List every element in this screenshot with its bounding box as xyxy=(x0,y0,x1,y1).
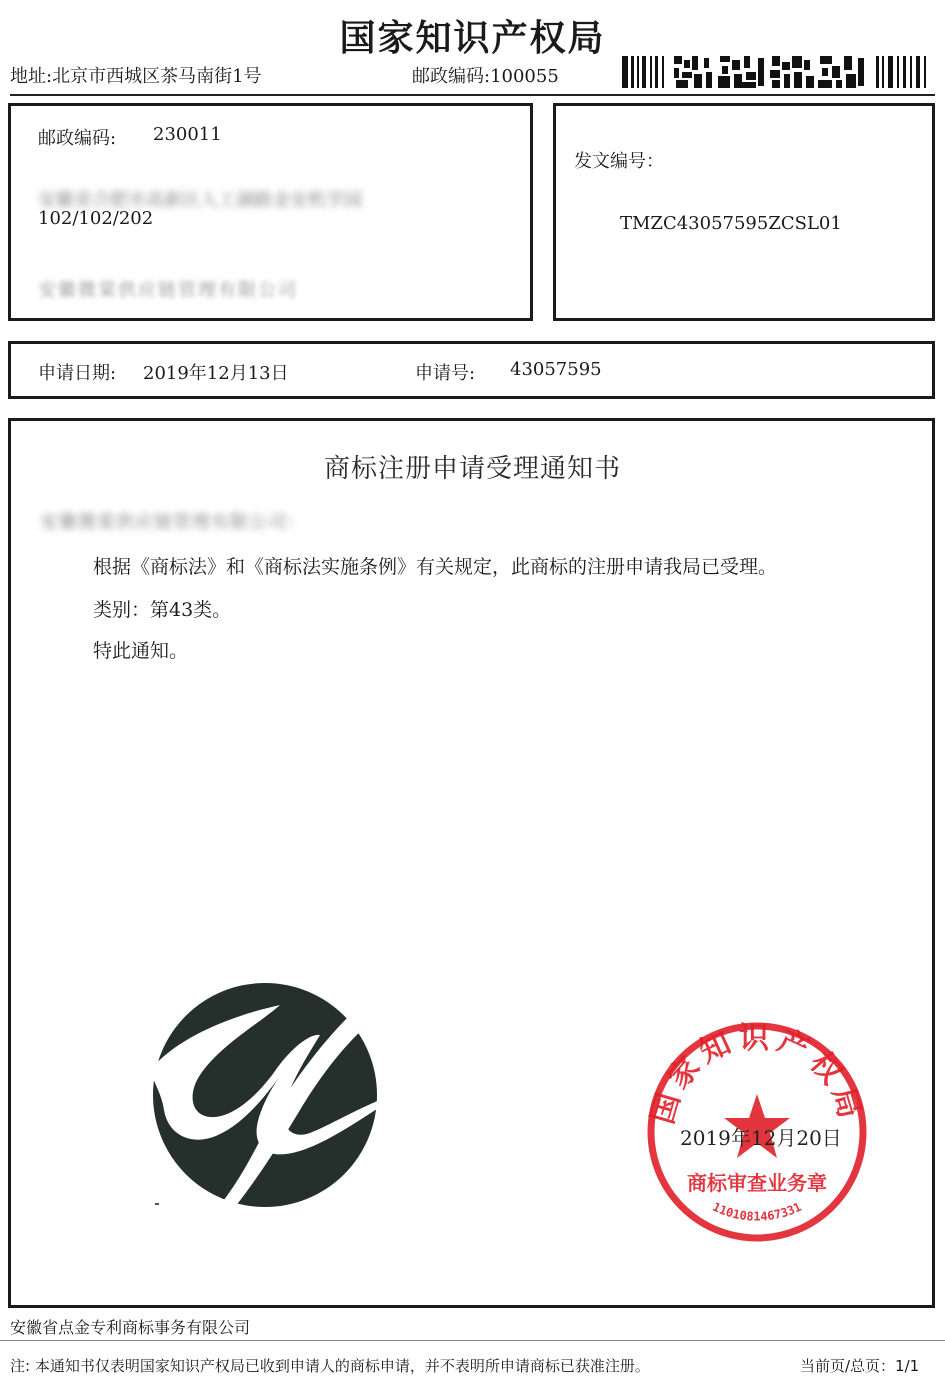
notice-addressee: 安徽微棠供应链管理有限公司： xyxy=(40,512,306,533)
header-divider xyxy=(10,94,935,96)
page-title: 国家知识产权局 xyxy=(339,18,606,59)
notice-title: 商标注册申请受理通知书 xyxy=(323,454,621,484)
document-number-label: 发文编号： xyxy=(574,151,664,172)
document-number: TMZC43057595ZCSL01 xyxy=(620,213,842,234)
page-indicator: 当前页/总页：1/1 xyxy=(800,1357,920,1375)
recipient-postal-label: 邮政编码: xyxy=(38,128,117,149)
svg-text:国家知识产权局: 国家知识产权局 xyxy=(645,1020,869,1128)
footer-note: 注: 本通知书仅表明国家知识产权局已收到申请人的商标申请，并不表明所申请商标已获准注册。 xyxy=(10,1357,650,1375)
office-address: 地址:北京市西城区茶马南街1号 xyxy=(10,66,262,87)
notice-class: 类别：第43类。 xyxy=(93,599,232,621)
document-number-box xyxy=(553,103,935,321)
application-date-label: 申请日期: xyxy=(38,363,117,384)
recipient-address-line2: 102/102/202 xyxy=(38,208,154,229)
recipient-address-line1: 安徽省合肥市高新区人工湖路金安机学园 xyxy=(38,190,362,211)
agency-name: 安徽省点金专利商标事务有限公司 xyxy=(10,1318,251,1337)
application-number: 43057595 xyxy=(510,359,602,380)
notice-paragraph: 根据《商标法》和《商标法实施条例》有关规定，此商标的注册申请我局已受理。 xyxy=(93,556,778,578)
notice-closing: 特此通知。 xyxy=(93,640,189,662)
barcode-image xyxy=(622,56,928,88)
application-number-label: 申请号: xyxy=(415,363,476,384)
seal-date: 2019年12月20日 xyxy=(680,1126,842,1150)
application-date: 2019年12月13日 xyxy=(143,363,289,384)
svg-text:1101081467331: 1101081467331 xyxy=(710,1199,804,1224)
recipient-company: 安徽微棠供应链管理有限公司 xyxy=(38,280,298,301)
trademark-logo-image xyxy=(140,975,390,1215)
recipient-postal-code: 230011 xyxy=(153,124,222,145)
svg-text:商标审查业务章: 商标审查业务章 xyxy=(687,1171,827,1195)
footer-divider xyxy=(0,1340,945,1341)
office-postal-code: 邮政编码:100055 xyxy=(412,66,559,87)
